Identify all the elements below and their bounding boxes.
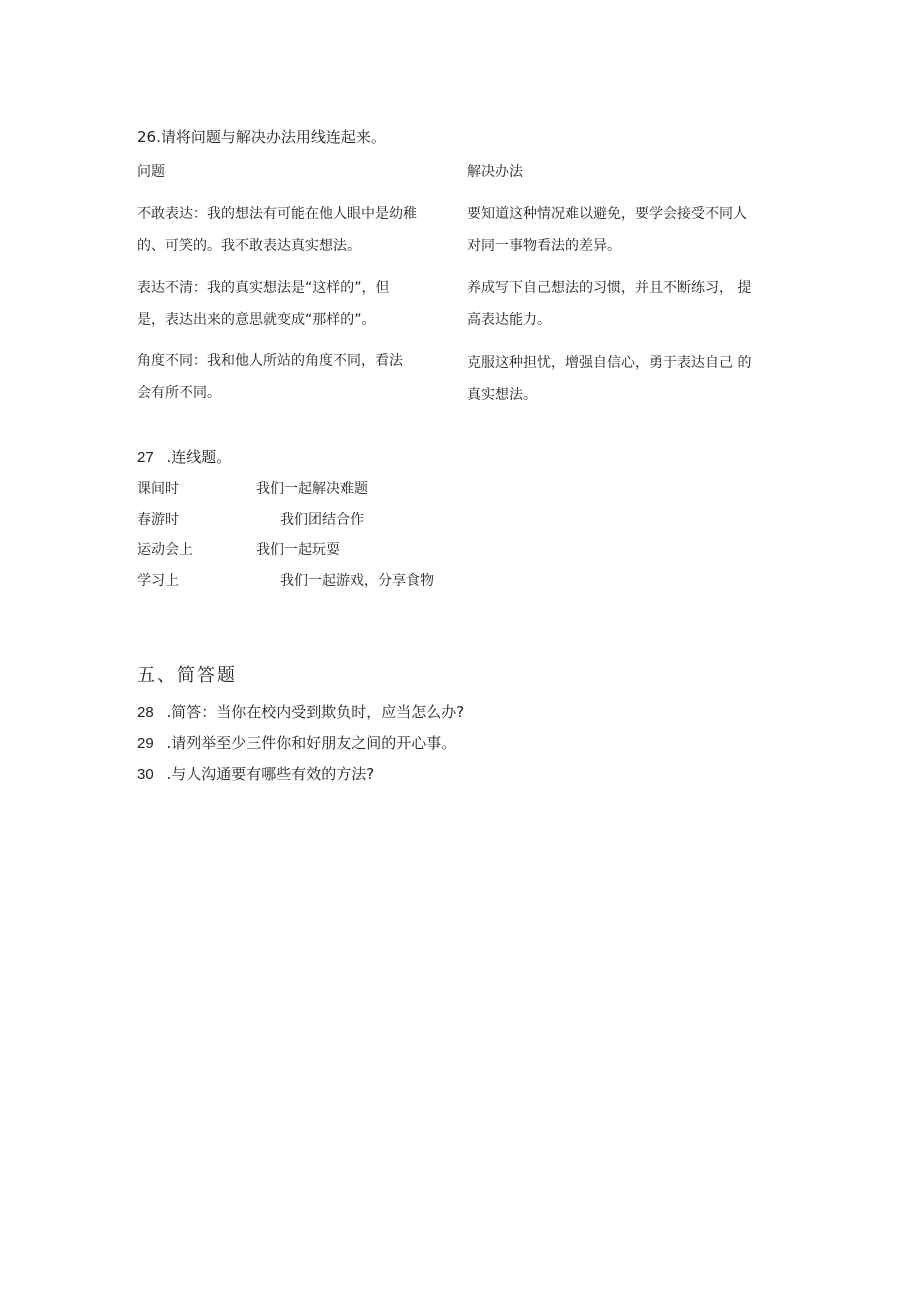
q27-right-4: 我们一起游戏，分享食物 [280,573,434,589]
q26-title: 26.请将问题与解决办法用线连起来。 [137,128,386,146]
q27-title: .连线题。 [166,448,232,466]
q30-text: .与人沟通要有哪些有效的方法? [166,765,375,783]
q26-problem-2-line1: 表达不清：我的真实想法是“这样的”，但 [137,280,390,296]
q26-problem-2-line2: 是，表达出来的意思就变成“那样的”。 [137,312,376,328]
q29 [137,733,456,754]
q27-left-2: 春游时 [137,512,179,528]
q26-solution-3 [467,347,751,411]
q30 [137,764,374,785]
q26-solution-2 [467,272,751,336]
q28-number: 28 [137,704,154,721]
q26-problem-2 [137,272,390,336]
q26-problem-header: 问题 [137,164,165,180]
q27-right-3: 我们一起玩耍 [256,542,340,558]
q26-solution-1-line2: 对同一事物看法的差异。 [467,238,621,254]
section-five-title: 五、简答题 [137,665,237,686]
q26-solution-1 [467,198,747,262]
q28-text: .简答：当你在校内受到欺负时，应当怎么办? [166,703,465,721]
q26-solution-2-line1: 养成写下自己想法的习惯，并且不断练习， 提 [467,280,752,296]
q27-heading [137,447,231,468]
q27-number: 27 [137,449,154,466]
q27-right-1: 我们一起解决难题 [256,481,368,497]
q27-left-3: 运动会上 [137,542,193,558]
q27-right-2: 我们团结合作 [280,512,364,528]
q26-solution-1-line1: 要知道这种情况难以避免，要学会接受不同人 [467,206,747,222]
q26-problem-3-line1: 角度不同：我和他人所站的角度不同，看法 [137,353,403,369]
q30-number: 30 [137,766,154,783]
q26-solution-2-line2: 高表达能力。 [467,312,551,328]
q29-text: .请列举至少三件你和好朋友之间的开心事。 [166,734,457,752]
q28 [137,702,464,723]
q26-solution-3-line1: 克服这种担忧，增强自信心，勇于表达自己 的 [467,355,752,371]
q26-solution-3-line2: 真实想法。 [467,387,537,403]
q26-problem-3 [137,345,403,409]
q26-problem-1-line2: 的、可笑的。我不敢表达真实想法。 [137,238,361,254]
q27-left-4: 学习上 [137,573,179,589]
q26-problem-3-line2: 会有所不同。 [137,385,221,401]
q26-problem-1-line1: 不敢表达：我的想法有可能在他人眼中是幼稚 [137,206,417,222]
q27-left-1: 课间时 [137,481,179,497]
q26-solution-header: 解决办法 [467,164,523,180]
q26-problem-1 [137,198,417,262]
q29-number: 29 [137,735,154,752]
